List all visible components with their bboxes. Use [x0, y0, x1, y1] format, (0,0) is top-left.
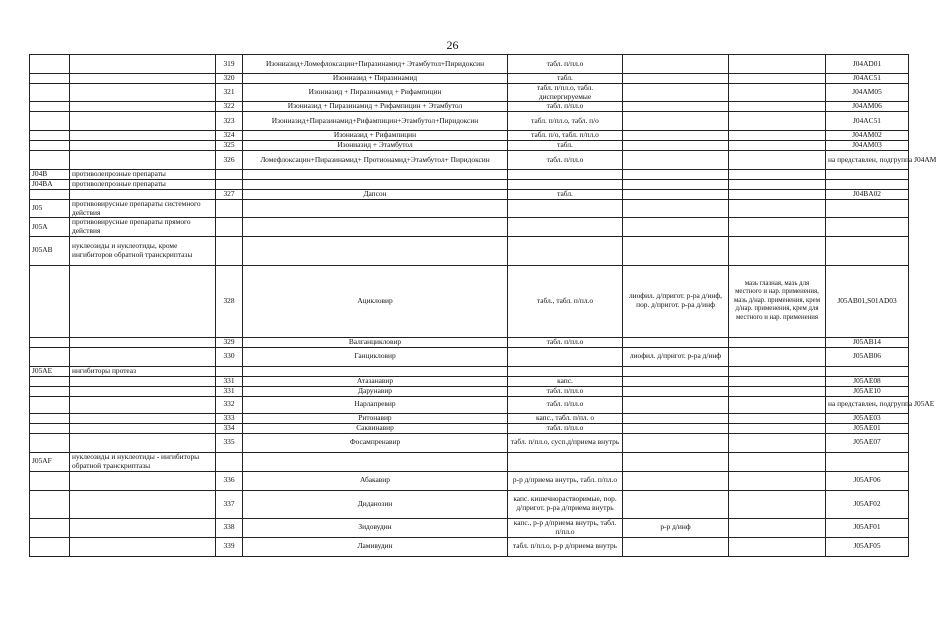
cell-atc: на представлен, подгруппа J04AM [826, 151, 909, 170]
cell-form3 [729, 423, 826, 433]
cell-atc: J05AB01,S01AD03 [826, 265, 909, 337]
cell-atc: J04AM02 [826, 131, 909, 141]
cell-form2: р-р д/инф [623, 518, 729, 537]
cell-form2 [623, 180, 729, 190]
cell-code [30, 190, 70, 200]
cell-atc [826, 170, 909, 180]
cell-name [243, 170, 508, 180]
cell-form [508, 180, 623, 190]
table-row [30, 151, 909, 170]
cell-desc [70, 413, 216, 423]
cell-desc: нуклеозиды и нуклеотиды - ингибиторы обратной транскриптазы [70, 452, 216, 471]
table-row [30, 200, 909, 218]
cell-code [30, 131, 70, 141]
cell-atc: J05AB06 [826, 347, 909, 366]
cell-code [30, 413, 70, 423]
cell-desc [70, 376, 216, 386]
cell-desc [70, 74, 216, 84]
cell-num [216, 200, 243, 218]
cell-form2: лиофил. д/пригот. р-ра д/инф [623, 347, 729, 366]
cell-form2 [623, 55, 729, 74]
cell-num: 321 [216, 84, 243, 102]
cell-form2 [623, 151, 729, 170]
cell-form: табл. п/пл.о [508, 55, 623, 74]
cell-form2 [623, 537, 729, 556]
cell-atc [826, 452, 909, 471]
cell-name: Изониазид + Пиразинамид [243, 74, 508, 84]
table-row [30, 452, 909, 471]
table-row [30, 423, 909, 433]
cell-form: табл. [508, 141, 623, 151]
cell-desc: противовирусные препараты прямого действия [70, 218, 216, 236]
cell-form: табл. п/пл.о [508, 396, 623, 413]
cell-atc: J05AE01 [826, 423, 909, 433]
cell-form3 [729, 112, 826, 131]
cell-form3 [729, 151, 826, 170]
cell-num: 334 [216, 423, 243, 433]
cell-code [30, 471, 70, 490]
cell-desc [70, 55, 216, 74]
cell-code [30, 537, 70, 556]
cell-name: Атазанавир [243, 376, 508, 386]
cell-atc [826, 180, 909, 190]
table-row [30, 471, 909, 490]
cell-form3 [729, 471, 826, 490]
cell-form3 [729, 200, 826, 218]
cell-code [30, 74, 70, 84]
cell-atc [826, 200, 909, 218]
cell-desc [70, 433, 216, 452]
cell-form3 [729, 102, 826, 112]
cell-code [30, 112, 70, 131]
cell-desc [70, 423, 216, 433]
cell-form3 [729, 170, 826, 180]
cell-form: табл. п/пл.о [508, 151, 623, 170]
cell-code [30, 386, 70, 396]
cell-name: Зидовудин [243, 518, 508, 537]
cell-atc: J05AB14 [826, 337, 909, 347]
cell-code [30, 102, 70, 112]
cell-desc [70, 537, 216, 556]
cell-code [30, 396, 70, 413]
cell-desc [70, 347, 216, 366]
cell-form2 [623, 433, 729, 452]
cell-atc: J04BA02 [826, 190, 909, 200]
cell-code [30, 151, 70, 170]
cell-code [30, 347, 70, 366]
cell-form: табл. п/пл.о, табл. диспергируемые [508, 84, 623, 102]
table-row [30, 396, 909, 413]
cell-form2 [623, 218, 729, 236]
cell-form2 [623, 102, 729, 112]
page-number: 26 [446, 38, 459, 52]
cell-form3 [729, 413, 826, 423]
cell-desc [70, 102, 216, 112]
cell-name [243, 452, 508, 471]
table-row [30, 190, 909, 200]
cell-num [216, 218, 243, 236]
cell-num: 337 [216, 490, 243, 518]
cell-name [243, 200, 508, 218]
cell-name: Валганцикловир [243, 337, 508, 347]
table-row [30, 347, 909, 366]
cell-form2: лиофил. д/пригот. р-ра д/инф, пор. д/пригот. р-ра д/инф [623, 265, 729, 337]
cell-desc [70, 84, 216, 102]
cell-atc [826, 236, 909, 265]
cell-form2 [623, 141, 729, 151]
cell-desc: ингибиторы протеаз [70, 366, 216, 376]
cell-form: капс. кишечнорастворимые, пор. д/пригот. р-ра д/приема внутрь [508, 490, 623, 518]
cell-form [508, 452, 623, 471]
cell-atc: на представлен, подгруппа J05AE [826, 396, 909, 413]
cell-name [243, 180, 508, 190]
cell-form: табл., табл. п/пл.о [508, 265, 623, 337]
cell-num: 323 [216, 112, 243, 131]
cell-form3 [729, 537, 826, 556]
cell-form2 [623, 386, 729, 396]
cell-num: 331 [216, 386, 243, 396]
cell-name: Изониазид+Ломефлоксацин+Пиразинамид+ Этамбутол+Пиридоксин [243, 55, 508, 74]
cell-form2 [623, 112, 729, 131]
cell-name: Ацикловир [243, 265, 508, 337]
cell-code [30, 55, 70, 74]
cell-form [508, 170, 623, 180]
cell-name [243, 218, 508, 236]
cell-desc [70, 112, 216, 131]
cell-name [243, 236, 508, 265]
cell-desc [70, 141, 216, 151]
table-row [30, 537, 909, 556]
cell-num [216, 180, 243, 190]
cell-form2 [623, 170, 729, 180]
cell-code: J05AB [30, 236, 70, 265]
table-row [30, 218, 909, 236]
cell-form: капс., р-р д/приема внутрь, табл. п/пл.о [508, 518, 623, 537]
cell-num: 333 [216, 413, 243, 423]
table-row [30, 265, 909, 337]
cell-num: 324 [216, 131, 243, 141]
cell-num: 320 [216, 74, 243, 84]
cell-form: табл. п/пл.о, сусп.д/приема внутрь [508, 433, 623, 452]
cell-num: 336 [216, 471, 243, 490]
cell-form3 [729, 347, 826, 366]
cell-name: Изониазид + Пиразинамид + Рифампицин + Этамбутол [243, 102, 508, 112]
cell-form3 [729, 236, 826, 265]
cell-code [30, 141, 70, 151]
cell-name: Изониазид + Пиразинамид + Рифампицин [243, 84, 508, 102]
cell-form3 [729, 452, 826, 471]
table-row [30, 518, 909, 537]
cell-desc [70, 265, 216, 337]
cell-name: Абакавир [243, 471, 508, 490]
cell-form3 [729, 218, 826, 236]
cell-form3 [729, 376, 826, 386]
cell-atc: J05AF06 [826, 471, 909, 490]
cell-desc [70, 471, 216, 490]
cell-code [30, 265, 70, 337]
cell-num: 331 [216, 376, 243, 386]
cell-desc [70, 151, 216, 170]
cell-atc: J04AM03 [826, 141, 909, 151]
cell-name: Фосампренавир [243, 433, 508, 452]
cell-desc: противовирусные препараты системного действия [70, 200, 216, 218]
table-row [30, 337, 909, 347]
cell-name: Изониазид + Этамбутол [243, 141, 508, 151]
table-row [30, 413, 909, 423]
cell-form: капс. [508, 376, 623, 386]
cell-form3 [729, 141, 826, 151]
cell-desc: противолепрозные препараты [70, 180, 216, 190]
cell-num: 319 [216, 55, 243, 74]
cell-atc: J04AC51 [826, 112, 909, 131]
cell-name: Ганцикловир [243, 347, 508, 366]
cell-name: Дапсон [243, 190, 508, 200]
cell-form [508, 200, 623, 218]
cell-atc: J05AE08 [826, 376, 909, 386]
cell-num [216, 452, 243, 471]
cell-code [30, 84, 70, 102]
cell-form3 [729, 84, 826, 102]
cell-form2 [623, 471, 729, 490]
cell-form [508, 347, 623, 366]
cell-form2 [623, 376, 729, 386]
cell-atc [826, 218, 909, 236]
cell-form2 [623, 337, 729, 347]
cell-atc: J05AF01 [826, 518, 909, 537]
cell-num [216, 366, 243, 376]
cell-code: J05AE [30, 366, 70, 376]
cell-form2 [623, 190, 729, 200]
cell-form3 [729, 180, 826, 190]
cell-form: табл. п/пл.о [508, 337, 623, 347]
cell-form3 [729, 433, 826, 452]
cell-name: Изониазид + Рифампицин [243, 131, 508, 141]
cell-num: 332 [216, 396, 243, 413]
table-row [30, 141, 909, 151]
cell-form2 [623, 131, 729, 141]
table-row [30, 131, 909, 141]
cell-form3 [729, 337, 826, 347]
cell-form2 [623, 490, 729, 518]
table-row [30, 55, 909, 74]
cell-name: Саквинавир [243, 423, 508, 433]
cell-desc [70, 337, 216, 347]
cell-code [30, 518, 70, 537]
cell-num: 330 [216, 347, 243, 366]
cell-form3 [729, 396, 826, 413]
cell-atc: J04AM06 [826, 102, 909, 112]
cell-num: 322 [216, 102, 243, 112]
cell-atc: J05AE07 [826, 433, 909, 452]
cell-name: Ламивудин [243, 537, 508, 556]
cell-atc: J05AE10 [826, 386, 909, 396]
cell-form2 [623, 236, 729, 265]
cell-code: J04BA [30, 180, 70, 190]
cell-code: J05AF [30, 452, 70, 471]
cell-desc: нуклеозиды и нуклеотиды, кроме ингибиторов обратной транскриптазы [70, 236, 216, 265]
table-row [30, 84, 909, 102]
cell-num: 328 [216, 265, 243, 337]
cell-name: Ломефлоксацин+Пиразинамид+ Протионамид+Этамбутол+ Пиридоксин [243, 151, 508, 170]
cell-num: 339 [216, 537, 243, 556]
cell-form: р-р д/приема внутрь, табл. п/пл.о [508, 471, 623, 490]
table-row [30, 112, 909, 131]
table-row [30, 170, 909, 180]
cell-num: 325 [216, 141, 243, 151]
cell-form2 [623, 84, 729, 102]
cell-form: табл. п/пл.о, табл. п/о [508, 112, 623, 131]
cell-name: Диданозин [243, 490, 508, 518]
cell-form3 [729, 131, 826, 141]
cell-form2 [623, 366, 729, 376]
cell-desc [70, 518, 216, 537]
table-row [30, 376, 909, 386]
cell-code [30, 490, 70, 518]
cell-form2 [623, 452, 729, 471]
cell-form3 [729, 366, 826, 376]
cell-form [508, 236, 623, 265]
cell-form2 [623, 396, 729, 413]
cell-form3 [729, 74, 826, 84]
cell-form: табл. п/о, табл. п/пл.о [508, 131, 623, 141]
cell-code: J05A [30, 218, 70, 236]
cell-desc: противолепрозные препараты [70, 170, 216, 180]
cell-form3: мазь глазная, мазь для местного и нар. применения, мазь д/нар. применения, крем д/нар. применения, крем для местного и нар. применения [729, 265, 826, 337]
cell-num: 326 [216, 151, 243, 170]
cell-desc [70, 396, 216, 413]
cell-form3 [729, 55, 826, 74]
cell-form3 [729, 518, 826, 537]
cell-atc: J05AE03 [826, 413, 909, 423]
cell-num: 338 [216, 518, 243, 537]
cell-form: капс., табл. п/пл. о [508, 413, 623, 423]
cell-atc: J05AF05 [826, 537, 909, 556]
cell-form: табл. п/пл.о, р-р д/приема внутрь [508, 537, 623, 556]
table-row [30, 180, 909, 190]
cell-form2 [623, 423, 729, 433]
cell-name: Изониазид+Пиразинамид+Рифампицин+Этамбутол+Пиридоксин [243, 112, 508, 131]
cell-desc [70, 190, 216, 200]
cell-form2 [623, 74, 729, 84]
cell-atc: J05AF02 [826, 490, 909, 518]
cell-desc [70, 386, 216, 396]
cell-form2 [623, 200, 729, 218]
cell-name [243, 366, 508, 376]
cell-code [30, 376, 70, 386]
table-row [30, 433, 909, 452]
cell-form [508, 366, 623, 376]
cell-desc [70, 131, 216, 141]
cell-num: 335 [216, 433, 243, 452]
table-row [30, 366, 909, 376]
cell-code [30, 423, 70, 433]
cell-code [30, 433, 70, 452]
cell-name: Ритонавир [243, 413, 508, 423]
cell-code: J05 [30, 200, 70, 218]
cell-atc [826, 366, 909, 376]
cell-code: J04B [30, 170, 70, 180]
cell-desc [70, 490, 216, 518]
table-row [30, 236, 909, 265]
cell-form2 [623, 413, 729, 423]
cell-form3 [729, 490, 826, 518]
cell-num [216, 170, 243, 180]
table-row [30, 102, 909, 112]
table-row [30, 74, 909, 84]
cell-form3 [729, 190, 826, 200]
table-row [30, 490, 909, 518]
cell-form: табл. п/пл.о [508, 423, 623, 433]
cell-form: табл. п/пл.о [508, 386, 623, 396]
cell-atc: J04AD01 [826, 55, 909, 74]
cell-atc: J04AC51 [826, 74, 909, 84]
cell-num [216, 236, 243, 265]
table-row [30, 386, 909, 396]
cell-atc: J04AM05 [826, 84, 909, 102]
cell-form3 [729, 386, 826, 396]
cell-num: 329 [216, 337, 243, 347]
cell-name: Дарунавир [243, 386, 508, 396]
cell-code [30, 337, 70, 347]
cell-form: табл. [508, 74, 623, 84]
cell-num: 327 [216, 190, 243, 200]
drug-table [29, 54, 936, 557]
cell-form: табл. [508, 190, 623, 200]
cell-form: табл. п/пл.о [508, 102, 623, 112]
cell-form [508, 218, 623, 236]
cell-name: Нарлапревир [243, 396, 508, 413]
